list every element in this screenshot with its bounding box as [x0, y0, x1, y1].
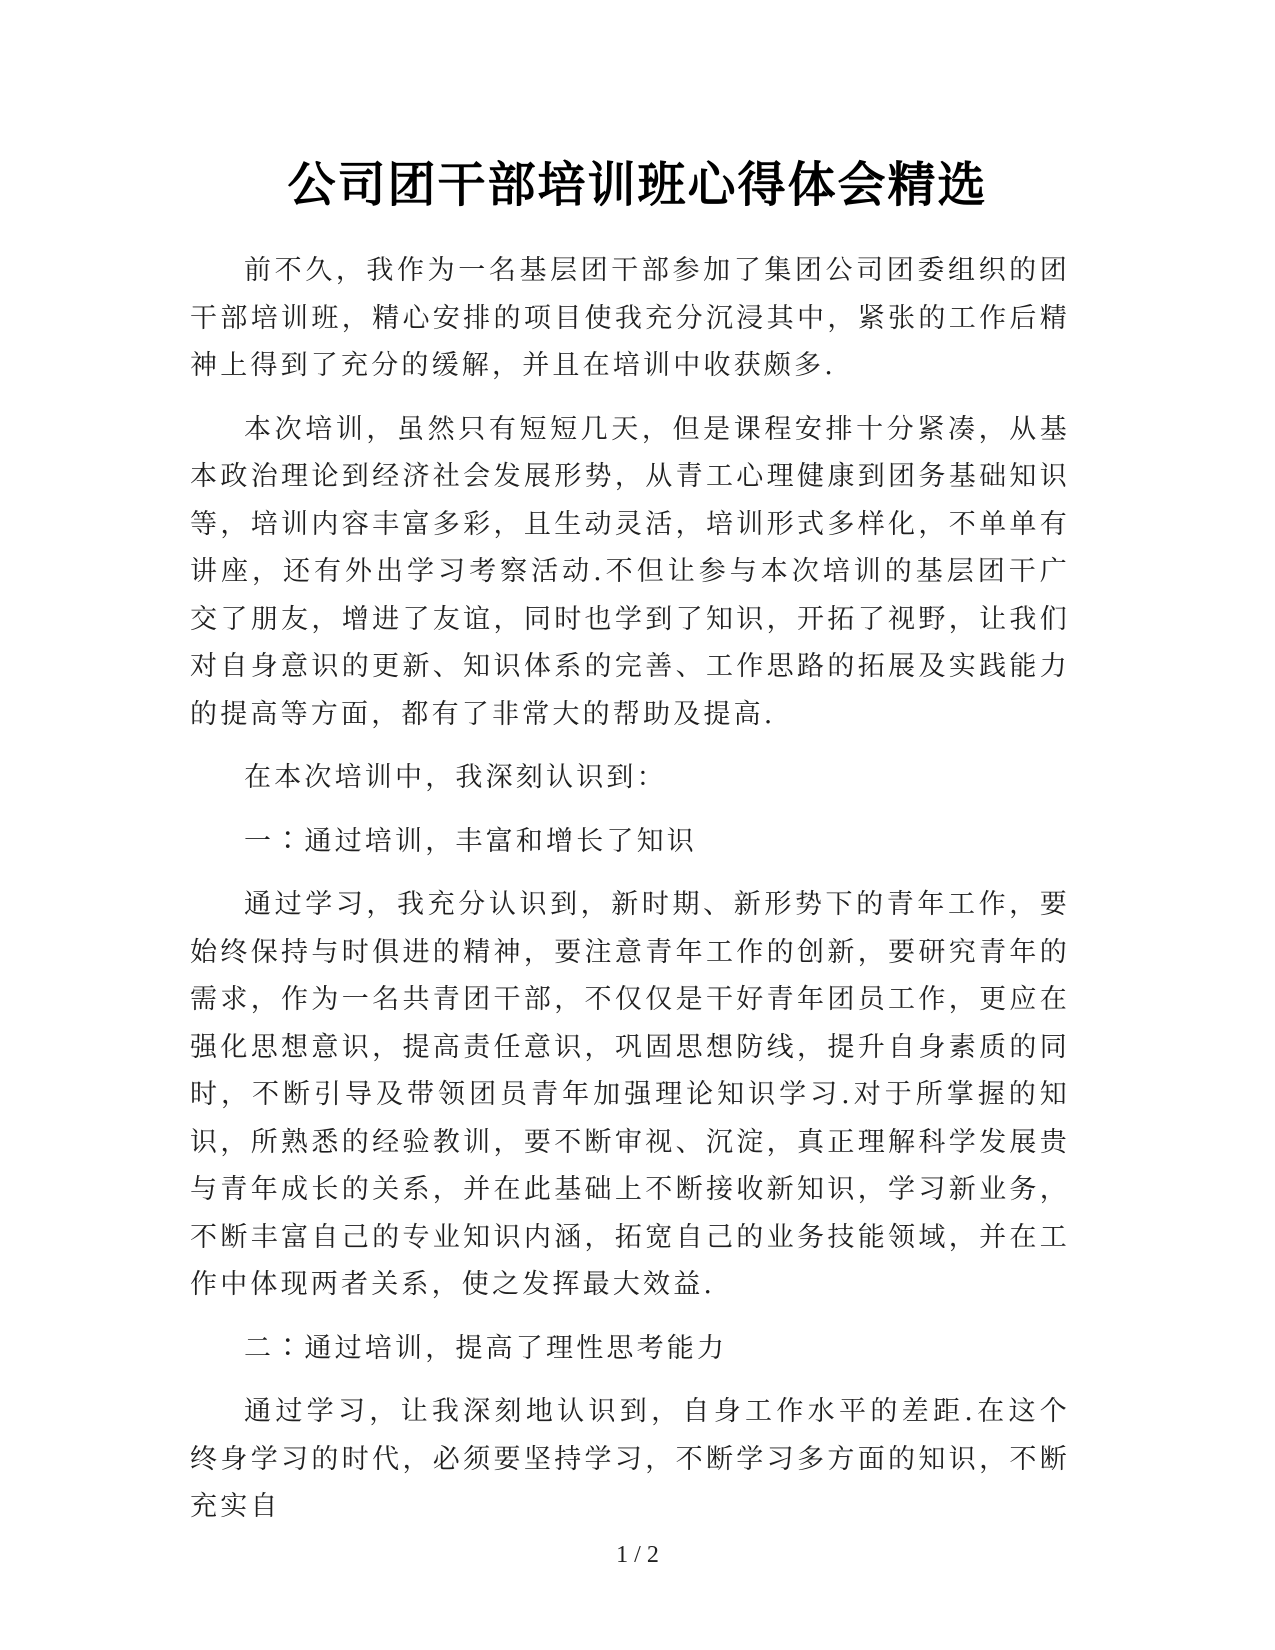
paragraph-training-overview: 本次培训，虽然只有短短几天，但是课程安排十分紧凑，从基本政治理论到经济社会发展形势，从青工心理健康到团务基础知识等，培训内容丰富多彩，且生动灵活，培训形式多样化，不单单有讲座，还有外出学习考察活动.不但让参与本次培训的基层团干广交了朋友，增进了友谊，同时也学到了知识，开拓了视野，让我们对自身意识的更新、知识体系的完善、工作思路的拓展及实践能力的提高等方面，都有了非常大的帮助及提高.	[190, 413, 1070, 730]
paragraph-rational-thinking: 通过学习，让我深刻地认识到，自身工作水平的差距.在这个终身学习的时代，必须要坚持学习，不断学习多方面的知识，不断充实自	[190, 1396, 1070, 1522]
paragraph-knowledge: 通过学习，我充分认识到，新时期、新形势下的青年工作，要始终保持与时俱进的精神，要注意青年工作的创新，要研究青年的需求，作为一名共青团干部，不仅仅是干好青年团员工作，更应在强化思想意识，提高责任意识，巩固思想防线，提升自身素质的同时，不断引导及带领团员青年加强理论知识学习.对于所掌握的知识，所熟悉的经验教训，要不断审视、沉淀，真正理解科学发展贵与青年成长的关系，并在此基础上不断接收新知识，学习新业务，不断丰富自己的专业知识内涵，拓宽自己的业务技能领域，并在工作中体现两者关系，使之发挥最大效益.	[190, 889, 1070, 1300]
document-body	[190, 247, 1070, 1547]
paragraph-intro: 前不久，我作为一名基层团干部参加了集团公司团委组织的团干部培训班，精心安排的项目使我充分沉浸其中，紧张的工作后精神上得到了充分的缓解，并且在培训中收获颇多.	[190, 255, 1070, 381]
section-heading-one: 一∶通过培训，丰富和增长了知识	[244, 825, 697, 857]
page-number: 1 / 2	[616, 1542, 659, 1568]
paragraph-realization-lead: 在本次培训中，我深刻认识到：	[244, 762, 667, 793]
document-title: 公司团干部培训班心得体会精选	[287, 157, 988, 213]
section-heading-two: 二∶通过培训，提高了理性思考能力	[244, 1332, 728, 1364]
